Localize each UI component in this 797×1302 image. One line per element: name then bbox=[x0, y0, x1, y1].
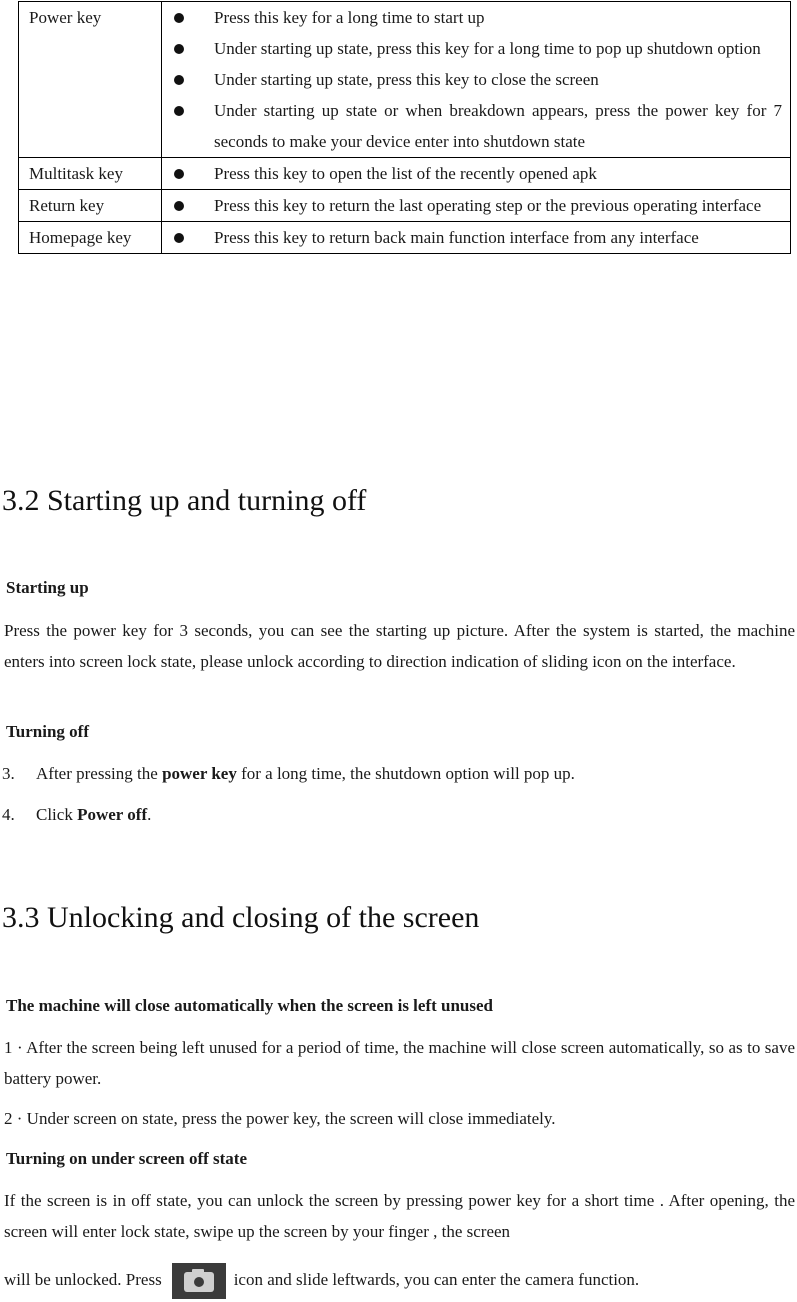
key-name: Multitask key bbox=[19, 158, 162, 190]
bullet-list bbox=[162, 2, 782, 157]
key-name: Power key bbox=[19, 2, 162, 158]
table-row bbox=[19, 222, 791, 254]
section-heading-3-3: 3.3 Unlocking and closing of the screen bbox=[2, 901, 480, 934]
turning-on-text: If the screen is in off state, you can unlock the screen by pressing power key for a short time . After opening, the screen will enter lock state, swipe up the screen by your finger , the screen bbox=[4, 1191, 795, 1241]
key-name: Homepage key bbox=[19, 222, 162, 254]
starting-up-title: Starting up bbox=[6, 578, 89, 597]
table-row bbox=[19, 158, 791, 190]
power-key-label: power key bbox=[162, 764, 237, 783]
bullet-list bbox=[162, 158, 782, 189]
list-item: Under starting up state, press this key for a long time to pop up shutdown option bbox=[162, 33, 782, 64]
list-item: Press this key to open the list of the recently opened apk bbox=[162, 158, 782, 189]
auto-close-title: The machine will close automatically when the screen is left unused bbox=[6, 996, 493, 1015]
bullet-list bbox=[162, 190, 782, 221]
list-item: Press this key to return the last operating step or the previous operating interface bbox=[162, 190, 782, 221]
step-number: 3. bbox=[2, 764, 15, 783]
key-function-table bbox=[18, 1, 791, 254]
key-name: Return key bbox=[19, 190, 162, 222]
step-number: 4. bbox=[2, 805, 15, 824]
auto-close-item-2: 2 · Under screen on state, press the power key, the screen will close immediately. bbox=[4, 1109, 556, 1128]
camera-icon bbox=[172, 1263, 226, 1299]
section-heading-3-2: 3.2 Starting up and turning off bbox=[2, 484, 367, 517]
starting-up-text: Press the power key for 3 seconds, you can see the starting up picture. After the system is started, the machine enters into screen lock state, please unlock according to direction indication of sliding icon on the interface. bbox=[4, 621, 795, 671]
turning-on-text-2: will be unlocked. Press icon and slide leftwards, you can enter the camera function. bbox=[4, 1258, 639, 1302]
auto-close-item-1: 1 · After the screen being left unused for a period of time, the machine will close screen automatically, so as to save battery power. bbox=[4, 1038, 795, 1088]
bullet-list bbox=[162, 222, 782, 253]
table-row bbox=[19, 190, 791, 222]
list-item: Press this key for a long time to start up bbox=[162, 2, 782, 33]
list-item: Under starting up state, press this key to close the screen bbox=[162, 64, 782, 95]
list-item: Under starting up state or when breakdown appears, press the power key for 7 seconds to make your device enter into shutdown state bbox=[162, 95, 782, 157]
step-4: 4. Click Power off. bbox=[0, 799, 151, 830]
power-off-label: Power off bbox=[77, 805, 148, 824]
list-item: Press this key to return back main function interface from any interface bbox=[162, 222, 782, 253]
turning-off-title: Turning off bbox=[6, 722, 89, 741]
table-row bbox=[19, 2, 791, 158]
step-3: 3. After pressing the power key for a long time, the shutdown option will pop up. bbox=[0, 758, 575, 789]
turning-on-title: Turning on under screen off state bbox=[6, 1149, 248, 1168]
